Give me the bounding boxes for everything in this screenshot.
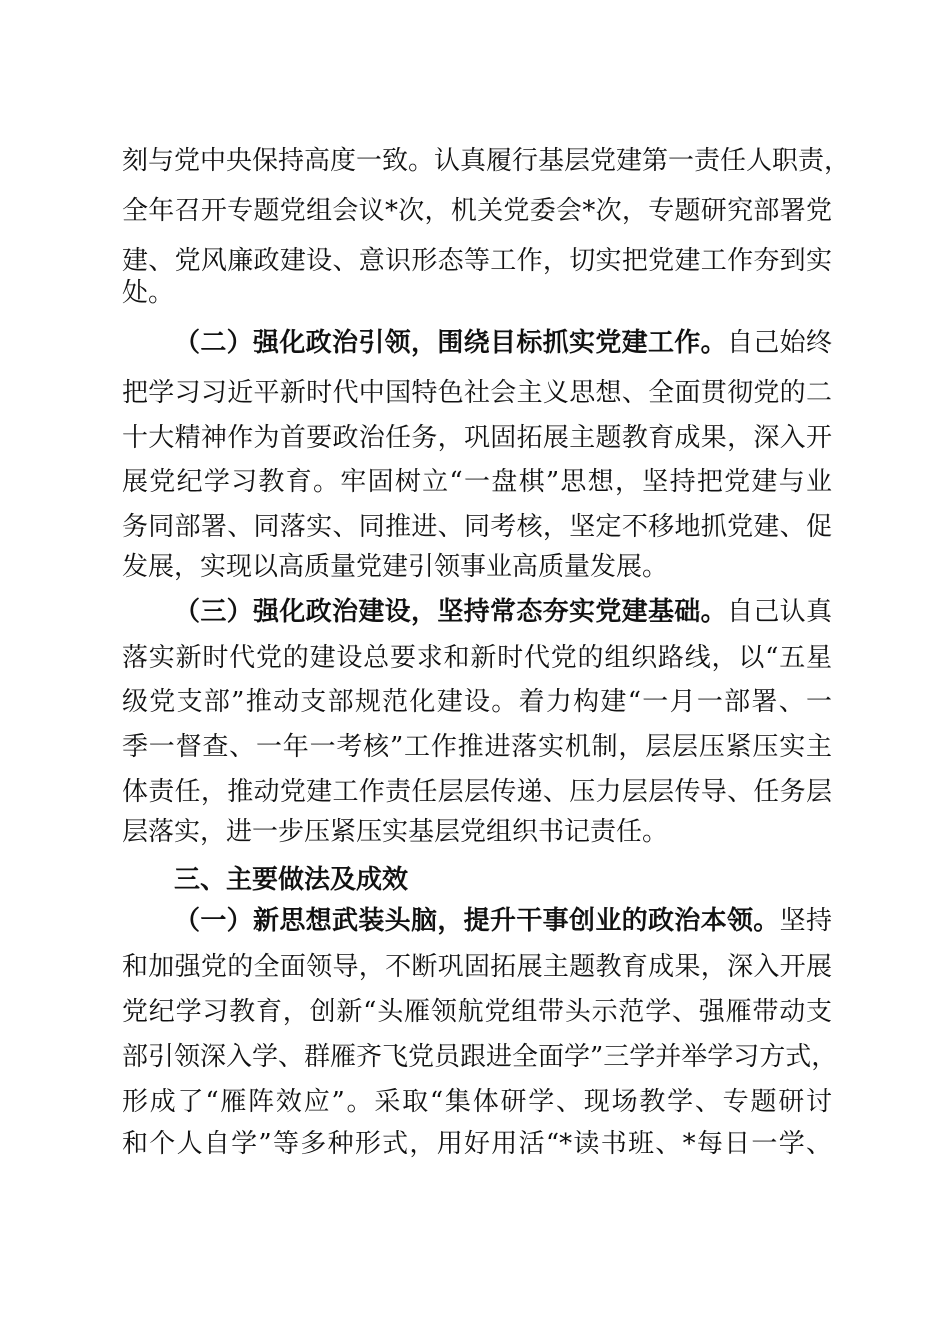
subsection-line <box>174 590 832 634</box>
paragraph-line: 部引领深入学、群雁齐飞党员跟进全面学”三学并举学习方式， <box>122 1042 838 1072</box>
paragraph-line: 落实新时代党的建设总要求和新时代党的组织路线，以“五星 <box>122 643 832 673</box>
subsection-heading: （三）强化政治建设，坚持常态夯实党建基础。 <box>174 597 727 627</box>
paragraph-line: 形成了“雁阵效应”。采取“集体研学、现场教学、专题研讨 <box>122 1087 832 1117</box>
subsection-text: 自己始终 <box>726 328 832 358</box>
subsection-line <box>174 321 832 365</box>
paragraph-line: 和加强党的全面领导，不断巩固拓展主题教育成果，深入开展 <box>122 952 832 982</box>
section-heading: 三、主要做法及成效 <box>174 865 409 895</box>
paragraph-line: 处。 <box>122 278 175 308</box>
paragraph-line: 发展，实现以高质量党建引领事业高质量发展。 <box>122 552 669 582</box>
subsection-text: 自己认真 <box>726 597 832 627</box>
paragraph-line: 展党纪学习教育。牢固树立“一盘棋”思想，坚持把党建与业 <box>122 467 832 497</box>
subsection-line <box>174 899 832 943</box>
paragraph-line: 季一督查、一年一考核”工作推进落实机制，层层压紧压实主 <box>122 732 832 762</box>
paragraph-line: 级党支部”推动支部规范化建设。着力构建“一月一部署、一 <box>122 687 832 717</box>
subsection-text: 坚持 <box>779 906 832 936</box>
paragraph-line: 全年召开专题党组会议*次，机关党委会*次，专题研究部署党 <box>122 196 832 226</box>
subsection-heading: （一）新思想武装头脑，提升干事创业的政治本领。 <box>174 906 780 936</box>
paragraph-line: 和个人自学”等多种形式，用好用活“*读书班、*每日一学、 <box>122 1129 832 1159</box>
paragraph-line: 十大精神作为首要政治任务，巩固拓展主题教育成果，深入开 <box>122 423 832 453</box>
paragraph-line: 建、党风廉政建设、意识形态等工作，切实把党建工作夯到实 <box>122 246 832 276</box>
paragraph-line: 层落实，进一步压紧压实基层党组织书记责任。 <box>122 817 669 847</box>
paragraph-line: 党纪学习教育，创新“头雁领航党组带头示范学、强雁带动支 <box>122 997 832 1027</box>
paragraph-line: 刻与党中央保持高度一致。认真履行基层党建第一责任人职责， <box>122 146 851 176</box>
subsection-heading: （二）强化政治引领，围绕目标抓实党建工作。 <box>174 328 727 358</box>
paragraph-line: 把学习习近平新时代中国特色社会主义思想、全面贯彻党的二 <box>122 378 832 408</box>
paragraph-line: 体责任，推动党建工作责任层层传递、压力层层传导、任务层 <box>122 777 832 807</box>
paragraph-line: 务同部署、同落实、同推进、同考核，坚定不移地抓党建、促 <box>122 512 832 542</box>
